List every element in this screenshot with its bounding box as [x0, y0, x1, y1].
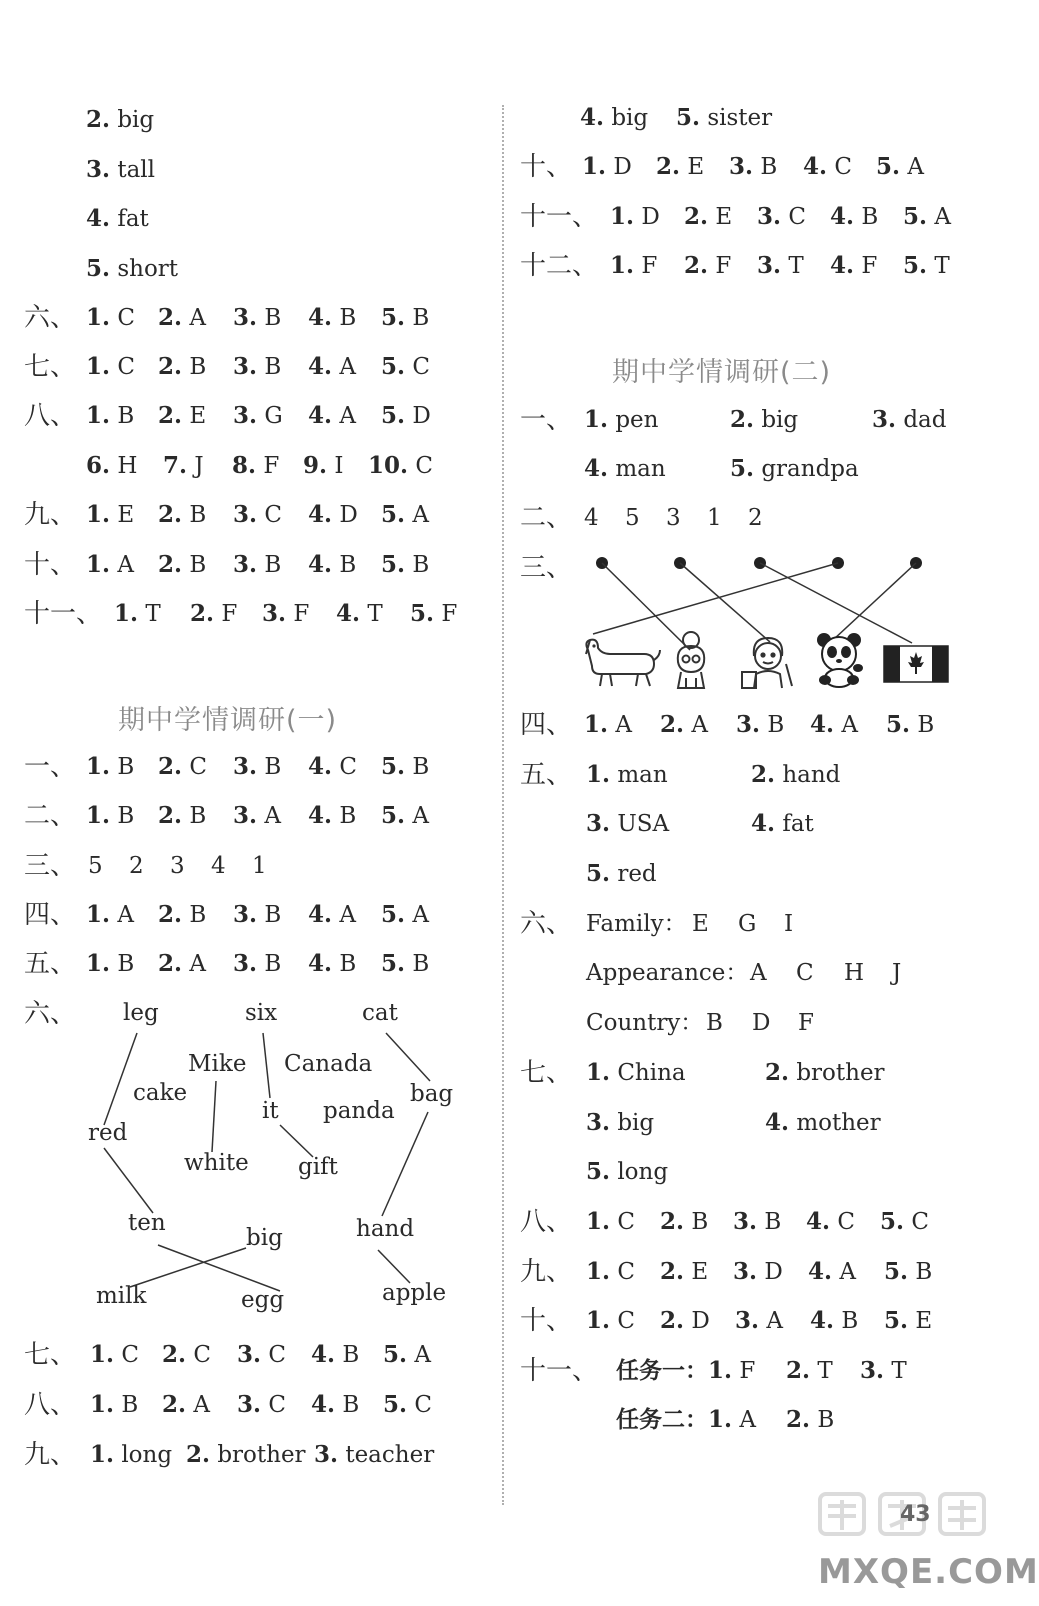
question-label: 七、 [520, 1058, 573, 1088]
match-word: leg [123, 1000, 159, 1026]
question-label: 七、 [24, 1340, 77, 1370]
question-label: 十一、 [24, 599, 103, 629]
question-label: 八、 [520, 1207, 573, 1237]
match-word: cat [362, 1000, 398, 1026]
question-label: 一、 [520, 405, 573, 435]
match-word: big [246, 1225, 283, 1251]
teacher-icon [738, 630, 798, 690]
question-label: 一、 [24, 752, 77, 782]
match-word: egg [241, 1287, 285, 1313]
question-label: 九、 [520, 1257, 573, 1287]
question-label: 六、 [24, 303, 77, 333]
question-label: 十二、 [520, 251, 599, 281]
match-word: ten [128, 1210, 166, 1236]
question-label: 五、 [24, 949, 77, 979]
match-word: Canada [284, 1051, 373, 1077]
picture-match-lines [0, 0, 1000, 700]
dog-icon [580, 632, 662, 690]
question-label: 三、 [24, 851, 77, 881]
question-label: 六、 [24, 999, 77, 1029]
match-word: milk [96, 1283, 147, 1309]
question-label: 十一、 [520, 202, 599, 232]
match-word: apple [382, 1280, 447, 1306]
grandma-icon [668, 628, 714, 690]
section-title: 期中学情调研(一) [118, 705, 338, 736]
match-word: panda [323, 1098, 395, 1124]
question-label: 七、 [24, 352, 77, 382]
section-title: 期中学情调研(二) [612, 357, 832, 388]
match-word: Mike [188, 1051, 247, 1077]
match-word: bag [410, 1081, 454, 1107]
panda-icon [812, 630, 866, 688]
question-label: 九、 [24, 500, 77, 530]
question-label: 十一、 [520, 1356, 599, 1386]
question-label: 十、 [24, 550, 77, 580]
match-word: cake [133, 1080, 188, 1106]
question-label: 八、 [24, 401, 77, 431]
match-word: red [88, 1120, 128, 1146]
question-label: 十、 [520, 1306, 573, 1336]
answer-page: 2. big 3. tall 4. fat 5. short 六、 1. C 2. A 3. B 4. B 5. B 七、 1. C 2. B 3. B 4. A 5. C 八、 1. B 2. E 3. G 4. A 5. D 6. H 7. J 8. F 9. I 10. C 九、 1. E 2. B 3. C 4. D 5. A 十、 1. A 2. B 3. B 4. B 5. B 十一、 1. T 2. F 3. F 4. T 5. F 期中学情调研(一) 一、 1. B 2. C 3. B 4. C 5. B 二、 1. B 2. B 3. A 4. B 5. A 三、 5 2 3 4 1 四、 1. A 2. B 3. B 4. A 5. A 五、 1. B 2. A 3. B 4. B 5. B 六、 leg six cat Mike Canada cake bag it panda red white gift ten big hand milk egg apple 七、 1. C 2. C 3. C 4. B 5. A 八、 1. B 2. A 3. C 4. B 5. C 九、 1. long 2. brother 3. teacher 4. big 5. sister 十、 1. D 2. E 3. B 4. C 5. A 十一、 1. D 2. E 3. C 4. B 5. A 十二、 1. F 2. F 3. T 4. F 5. T 期中学情调研(二) 一、 1. pen 2. big 3. dad 4. man 5. grandpa 二、 4 5 3 1 2 三、 四、 1. A 2. A 3. B 4. A 5. B 五、 1. man 2. hand 3. USA 4. fat 5. red 六、 Family： E G I Appearance： A C H J Country： B D F 七、 1. China 2. brother 3. big 4. mother 5. long 八、 1. C 2. B 3. B 4. C 5. C 九、 1. C 2. E 3. D 4. A 5. B 十、 1. C 2. D 3. A 4. B 5. E 十一、 任务一：1. F 2. T 3. T 任务二：1. A 2. B 43 MXQE.COM [0, 0, 1000, 1606]
question-label: 三、 [520, 553, 573, 583]
match-word: gift [298, 1154, 338, 1180]
match-word: it [262, 1098, 279, 1124]
watermark-text: MXQE.COM [818, 1552, 1039, 1592]
question-label: 四、 [24, 900, 77, 930]
page-number: 43 [900, 1502, 931, 1527]
question-label: 六、 [520, 909, 573, 939]
question-label: 九、 [24, 1440, 77, 1470]
match-word: white [184, 1150, 249, 1176]
match-word: hand [356, 1216, 415, 1242]
question-label: 五、 [520, 760, 573, 790]
question-label: 二、 [520, 503, 573, 533]
question-label: 四、 [520, 710, 573, 740]
match-word: six [245, 1000, 278, 1026]
canada-flag-icon [884, 646, 948, 682]
question-label: 十、 [520, 152, 573, 182]
question-label: 二、 [24, 801, 77, 831]
question-label: 八、 [24, 1390, 77, 1420]
